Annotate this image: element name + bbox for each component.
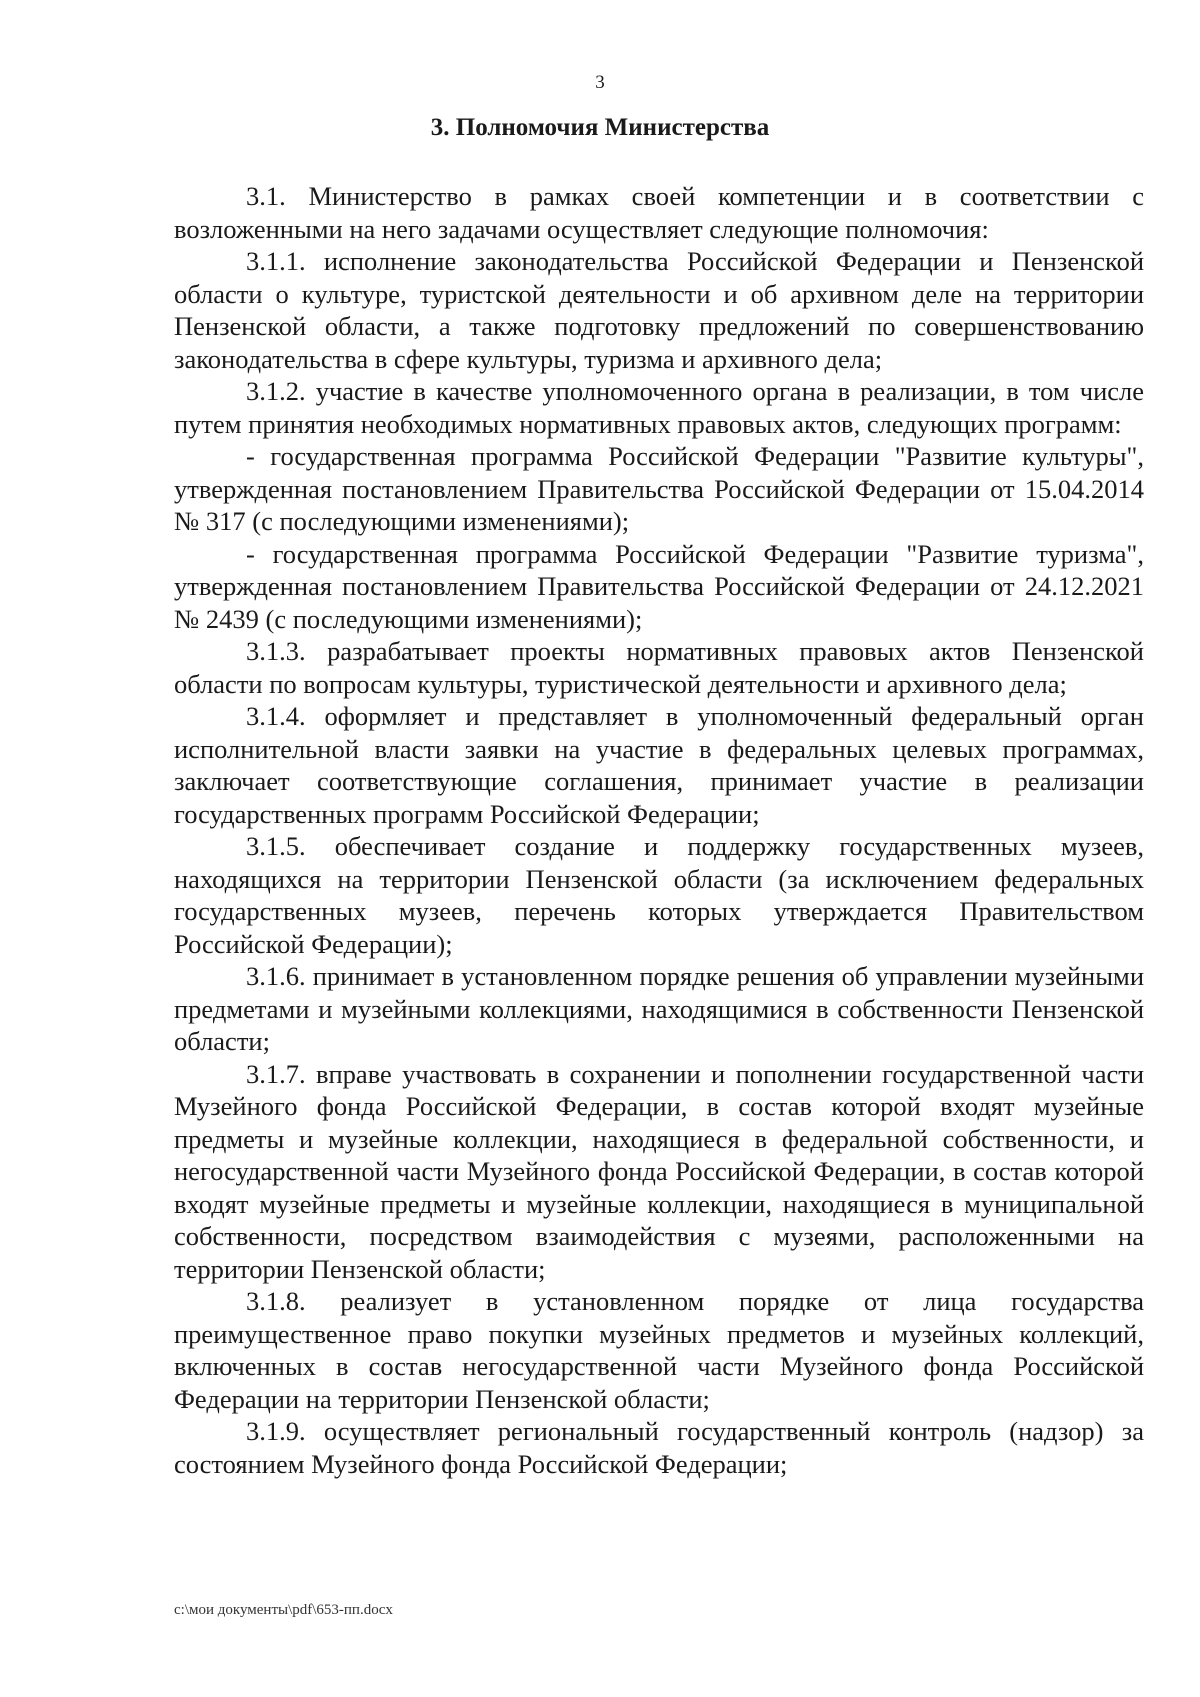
page-number: 3: [595, 72, 605, 93]
paragraph-3-1-5: 3.1.5. обеспечивает создание и поддержку государственных музеев, находящихся на территории Пензенской области (за исключением федеральных государственных музеев, перечень которых утверждается Правительством Российской Федерации);: [174, 831, 1144, 959]
paragraph-3-1-2: 3.1.2. участие в качестве уполномоченного органа в реализации, в том числе путем принятия необходимых нормативных правовых актов, следующих программ:: [174, 376, 1144, 439]
document-body: [174, 180, 1144, 1480]
paragraph-3-1-8: 3.1.8. реализует в установленном порядке от лица государства преимущественное право покупки музейных предметов и музейных коллекций, включенных в состав негосударственной части Музейного фонда Российской Федерации на территории Пензенской области;: [174, 1286, 1144, 1414]
paragraph-program-tourism: - государственная программа Российской Федерации "Развитие туризма", утвержденная постановлением Правительства Российской Федерации от 24.12.2021 № 2439 (с последующими изменениями);: [174, 538, 1144, 634]
paragraph-3-1-1: 3.1.1. исполнение законодательства Российской Федерации и Пензенской области о культуре, туристской деятельности и об архивном деле на территории Пензенской области, а также подготовку предложений по совершенствованию законодательства в сфере культуры, туризма и архивного дела;: [174, 246, 1144, 374]
footer-file-path: c:\мои документы\pdf\653-пп.docx: [174, 1602, 393, 1618]
paragraph-3-1-9: 3.1.9. осуществляет региональный государственный контроль (надзор) за состоянием Музейного фонда Российской Федерации;: [174, 1416, 1144, 1479]
paragraph-3-1-4: 3.1.4. оформляет и представляет в уполномоченный федеральный орган исполнительной власти заявки на участие в федеральных целевых программах, заключает соответствующие соглашения, принимает участие в реализации государственных программ Российской Федерации;: [174, 701, 1144, 829]
paragraph-3-1-3: 3.1.3. разрабатывает проекты нормативных правовых актов Пензенской области по вопросам культуры, туристической деятельности и архивного дела;: [174, 636, 1144, 699]
section-title: 3. Полномочия Министерства: [430, 114, 770, 141]
paragraph-3-1-6: 3.1.6. принимает в установленном порядке решения об управлении музейными предметами и музейными коллекциями, находящимися в собственности Пензенской области;: [174, 961, 1144, 1056]
paragraph-3-1: 3.1. Министерство в рамках своей компетенции и в соответствии с возложенными на него задачами осуществляет следующие полномочия:: [174, 181, 1144, 244]
paragraph-program-culture: - государственная программа Российской Федерации "Развитие культуры", утвержденная постановлением Правительства Российской Федерации от 15.04.2014 № 317 (с последующими изменениями);: [174, 441, 1144, 536]
paragraph-3-1-7: 3.1.7. вправе участвовать в сохранении и пополнении государственной части Музейного фонда Российской Федерации, в состав которой входят музейные предметы и музейные коллекции, находящиеся в федеральной собственности, и негосударственной части Музейного фонда Российской Федерации, в состав которой входят музейные предметы и музейные коллекции, находящиеся в муниципальной собственности, посредством взаимодействия с музеями, расположенными на территории Пензенской области;: [174, 1058, 1144, 1284]
